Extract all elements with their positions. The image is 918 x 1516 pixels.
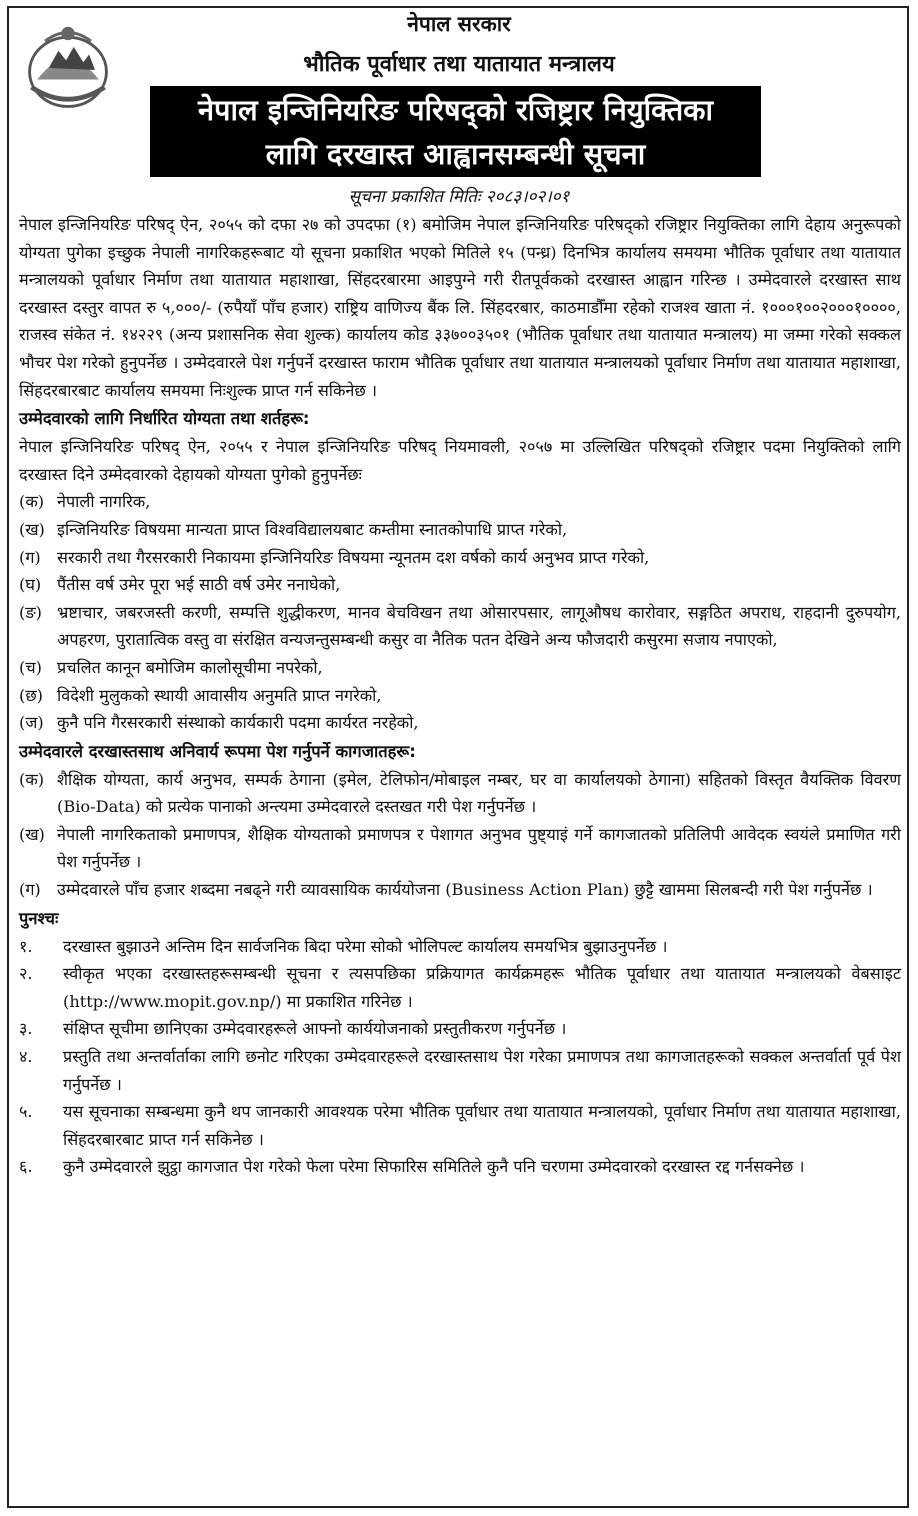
list-item [19, 933, 901, 961]
list-item-label: (घ) [19, 575, 42, 595]
list-item-text: शैक्षिक योग्यता, कार्य अनुभव, सम्पर्क ठेगाना (इमेल, टेलिफोन/मोबाइल नम्बर, घर वा कार्यालयको ठेगाना) सहितको विस्तृत वैयक्तिक विवरण (Bio-Data) को प्रत्येक पानाको अन्त्यमा उम्मेदवारले दस्तखत गरी पेश गर्नुपर्नेछ । [57, 769, 901, 817]
list-item [19, 516, 901, 544]
qualifications-heading: उम्मेदवारको लागि निर्धारित योग्यता तथा शर्तहरू: [19, 409, 310, 429]
government-name: नेपाल सरकार [407, 12, 511, 36]
list-item-text: इन्जिनियरिङ विषयमा मान्यता प्राप्त विश्वविद्यालयबाट कम्तीमा स्नातकोपाधि प्राप्त गरेको, [57, 519, 568, 539]
list-item-label: (च) [19, 657, 42, 677]
list-item-label: (ग) [19, 547, 41, 567]
list-item [19, 544, 901, 572]
qualifications-list [19, 488, 901, 736]
list-item-text: भ्रष्टाचार, जबरजस्ती करणी, सम्पत्ति शुद्धीकरण, मानव बेचविखन तथा ओसारपसार, लागूऔषध कारोवार, सङ्गठित अपराध, राहदानी दुरुपयोग, अपहरण, पुरातात्विक वस्तु वा संरक्षित वन्यजन्तुसम्बन्धी कसुर वा नैतिक पतन देखिने अन्य फौजदारी कसुरमा सजाय नपाएको, [57, 602, 901, 650]
list-item [19, 599, 901, 654]
list-item-label: (ख) [19, 519, 45, 539]
list-item [19, 1153, 901, 1181]
documents-list [19, 766, 901, 904]
list-item-text: कुनै पनि गैरसरकारी संस्थाको कार्यकारी पदमा कार्यरत नरहेको, [57, 713, 419, 733]
list-item-text: प्रस्तुति तथा अन्तर्वार्ताका लागि छनोट गरिएका उम्मेदवारहरूले दरखास्तसाथ पेश गरेका प्रमाणपत्र तथा कागजातहरूको सक्कल अन्तर्वार्ता पूर्व पेश गर्नुपर्नेछ । [63, 1047, 901, 1094]
postscript-list [19, 933, 901, 1181]
intro-paragraph: नेपाल इन्जिनियरिङ परिषद् ऐन, २०५५ को दफा २७ को उपदफा (१) बमोजिम नेपाल इन्जिनियरिङ परिषद्को रजिष्ट्रार नियुक्तिका लागि देहाय अनुरूपको योग्यता पुगेका इच्छुक नेपाली नागरिकहरूबाट यो सूचना प्रकाशित भएको मितिले १५ (पन्ध्र) दिनभित्र कार्यालय समयमा भौतिक पूर्वाधार तथा यातायात मन्त्रालयको पूर्वाधार निर्माण तथा यातायात महाशाखा, सिंहदरबारमा आइपुग्ने गरी रीतपूर्वकको दरखास्त आह्वान गरिन्छ । उम्मेदवारले दरखास्त साथ दरखास्त दस्तुर वापत रु ५,०००/- (रुपैयाँ पाँच हजार) राष्ट्रिय वाणिज्य बैंक लि. सिंहदरबार, काठमाडौँमा रहेको राजश्व खाता नं. १०००१००२०००१००००, राजस्व संकेत नं. १४२२९ (अन्य प्रशासनिक सेवा शुल्क) कार्यालय कोड ३३७००३५०१ (भौतिक पूर्वाधार तथा यातायात मन्त्रालय) मा जम्मा गरेको सक्कल भौचर पेश गरेको हुनुपर्नेछ । उम्मेदवारले पेश गर्नुपर्ने दरखास्त फाराम भौतिक पूर्वाधार तथा यातायात मन्त्रालयको पूर्वाधार निर्माण तथा यातायात महाशाखा, सिंहदरबारबाट कार्यालय समयमा निःशुल्क प्राप्त गर्न सकिनेछ । [19, 215, 901, 400]
list-item-label: (छ) [19, 685, 43, 705]
list-item [19, 709, 901, 737]
list-item [19, 960, 901, 1015]
list-item-text: उम्मेदवारले पाँच हजार शब्दमा नबढ्ने गरी व्यावसायिक कार्ययोजना (Business Action Plan) छुट्टै खाममा सिलबन्दी गरी पेश गर्नुपर्नेछ । [57, 880, 873, 900]
list-item-text: कुनै उम्मेदवारले झुट्ठा कागजात पेश गरेको फेला परेमा सिफारिस समितिले कुनै पनि चरणमा उम्मेदवारको दरखास्त रद्द गर्नसक्नेछ । [63, 1157, 805, 1177]
list-item-text: दरखास्त बुझाउने अन्तिम दिन सार्वजनिक बिदा परेमा सोको भोलिपल्ट कार्यालय समयभित्र बुझाउनुपर्नेछ । [63, 936, 668, 956]
list-item [19, 682, 901, 710]
list-item-text: संक्षिप्त सूचीमा छानिएका उम्मेदवारहरूले आफ्नो कार्ययोजनाको प्रस्तुतीकरण गर्नुपर्नेछ । [63, 1019, 567, 1039]
list-item-label: १. [19, 936, 33, 956]
list-item [19, 876, 901, 904]
list-item-text: स्वीकृत भएका दरखास्तहरूसम्बन्धी सूचना र त्यसपछिका प्रक्रियागत कार्यक्रमहरू भौतिक पूर्वाधार तथा यातायात मन्त्रालयको वेबसाइट (http://www.mopit.gov.np/) मा प्रकाशित गरिनेछ । [63, 964, 901, 1011]
list-item-label: (क) [19, 769, 45, 789]
documents-heading: उम्मेदवारले दरखास्तसाथ अनिवार्य रूपमा पेश गर्नुपर्ने कागजातहरू: [19, 741, 416, 761]
list-item-label: (ग) [19, 880, 41, 900]
qualifications-lead: नेपाल इन्जिनियरिङ परिषद् ऐन, २०५५ र नेपाल इन्जिनियरिङ परिषद् नियमावली, २०५७ मा उल्लिखित परिषद्को रजिष्ट्रार पदमा नियुक्तिको लागि दरखास्त दिने उम्मेदवारको देहायको योग्यता पुगेको हुनुपर्नेछः [19, 437, 901, 484]
list-item-text: यस सूचनाका सम्बन्धमा कुनै थप जानकारी आवश्यक परेमा भौतिक पूर्वाधार तथा यातायात मन्त्रालयको, पूर्वाधार निर्माण तथा यातायात महाशाखा, सिंहदरबारबाट प्राप्त गर्न सकिनेछ । [63, 1102, 901, 1149]
list-item-label: ४. [19, 1047, 33, 1067]
notice-title-line2: लागि दरखास्त आह्वानसम्बन्धी सूचना [265, 137, 646, 171]
notice-body [19, 211, 901, 1181]
list-item [19, 654, 901, 682]
list-item-label: २. [19, 964, 33, 984]
list-item-label: (ख) [19, 824, 45, 844]
postscript-heading: पुनश्चः [19, 908, 59, 928]
list-item-text: प्रचलित कानून बमोजिम कालोसूचीमा नपरेको, [57, 657, 323, 677]
notice-title-banner [150, 86, 761, 177]
list-item-text: सरकारी तथा गैरसरकारी निकायमा इन्जिनियरिङ विषयमा न्यूनतम दश वर्षको कार्य अनुभव प्राप्त गरेको, [57, 547, 650, 567]
list-item-label: (ज) [19, 713, 44, 733]
list-item-label: (ङ) [19, 602, 42, 622]
list-item-text: विदेशी मुलुकको स्थायी आवासीय अनुमति प्राप्त नगरेको, [57, 685, 382, 705]
list-item-label: ३. [19, 1019, 33, 1039]
published-date: सूचना प्रकाशित मितिः २०८३।०२।०१ [348, 187, 570, 207]
list-item-text: नेपाली नागरिक, [57, 492, 151, 512]
list-item [19, 488, 901, 516]
list-item-label: ६. [19, 1157, 33, 1177]
list-item-label: ५. [19, 1102, 33, 1122]
list-item [19, 766, 901, 821]
list-item-label: (क) [19, 492, 45, 512]
list-item [19, 1015, 901, 1043]
list-item-text: पैंतीस वर्ष उमेर पूरा भई साठी वर्ष उमेर ननाघेको, [57, 575, 341, 595]
list-item [19, 1043, 901, 1098]
list-item-text: नेपाली नागरिकताको प्रमाणपत्र, शैक्षिक योग्यताको प्रमाणपत्र र पेशागत अनुभव पुष्ट्याइं गर्ने कागजातको प्रतिलिपी आवेदक स्वयंले प्रमाणित गरी पेश गर्नुपर्नेछ । [57, 824, 901, 872]
list-item [19, 1098, 901, 1153]
notice-title-line1: नेपाल इन्जिनियरिङ परिषद्को रजिष्ट्रार नियुक्तिका [197, 93, 714, 127]
list-item [19, 571, 901, 599]
list-item [19, 821, 901, 876]
ministry-name: भौतिक पूर्वाधार तथा यातायात मन्त्रालय [303, 52, 615, 77]
